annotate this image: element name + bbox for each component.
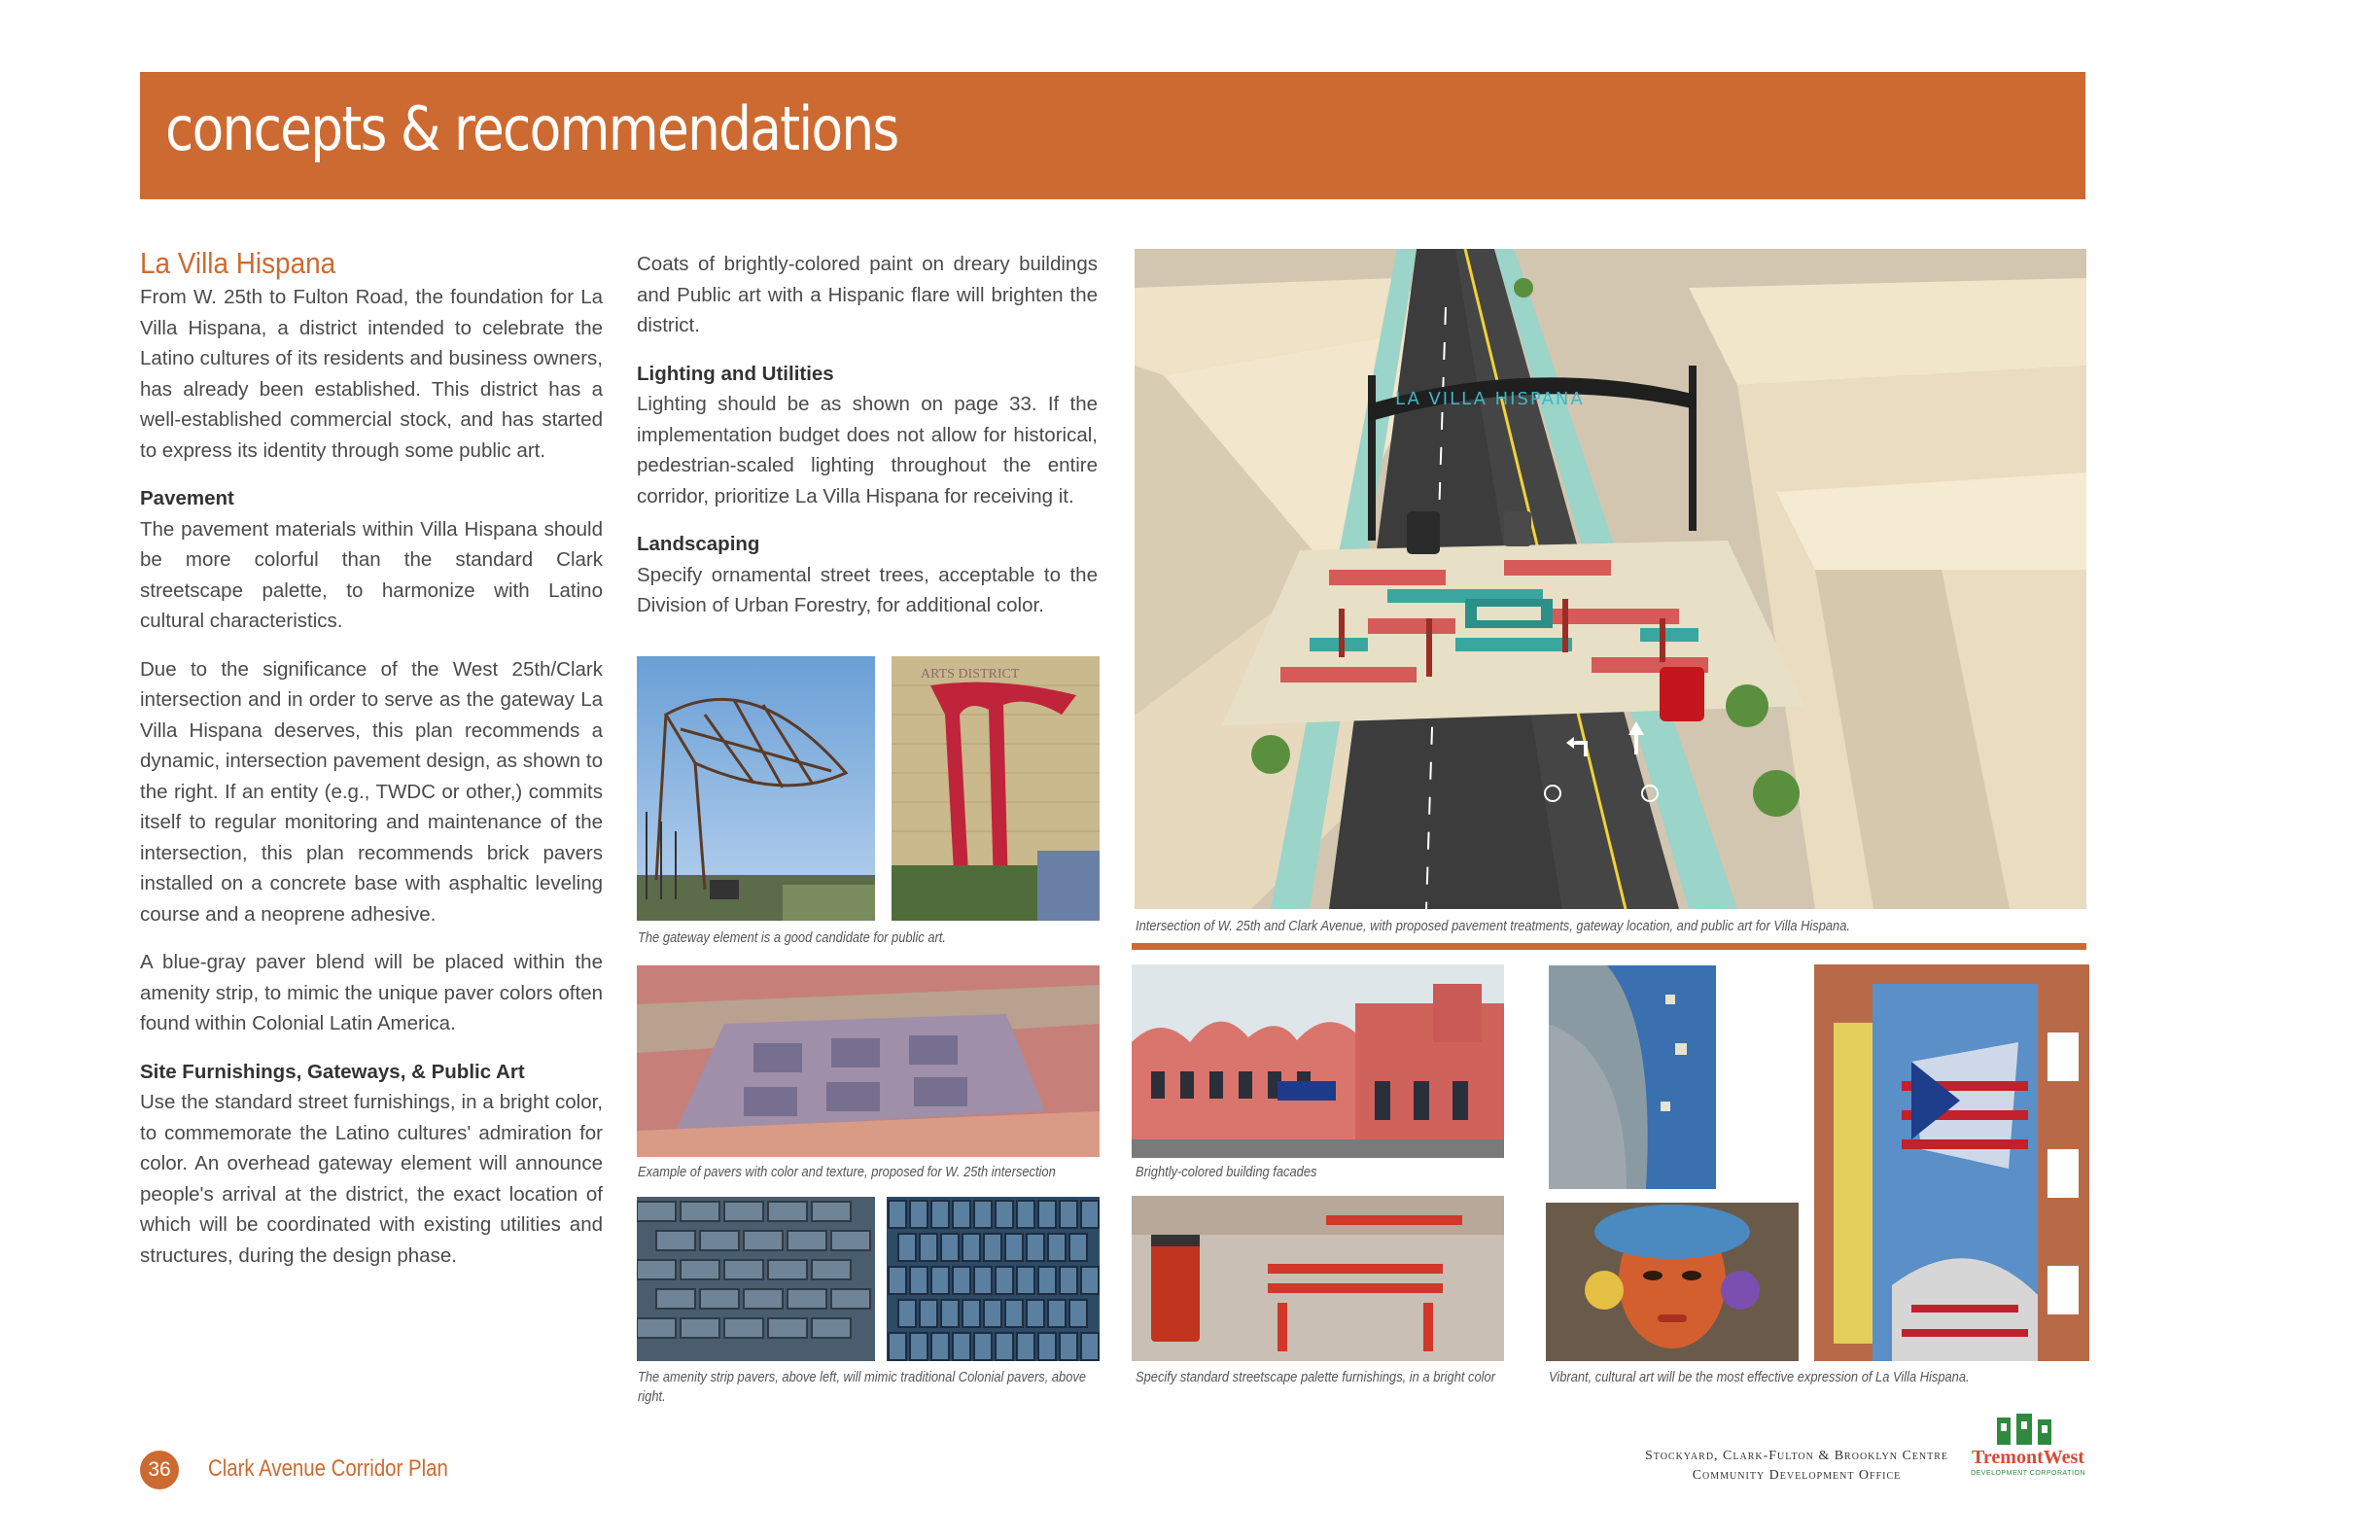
header-banner <box>140 72 2085 199</box>
pavement-heading: Pavement <box>140 487 234 509</box>
section-title: La Villa Hispana <box>140 246 336 280</box>
continued-paragraph: Coats of brightly-colored paint on dreary buildings and Public art with a Hispanic flare will brighten the district. <box>637 253 1098 336</box>
tremontwest-logo <box>1968 1412 2088 1488</box>
logo-subtitle: DEVELOPMENT CORPORATION <box>1971 1470 2085 1477</box>
logo-name: TremontWest <box>1972 1447 2084 1468</box>
landscaping-paragraph: Specify ornamental street trees, acceptable to the Division of Urban Forestry, for additional color. <box>637 563 1098 616</box>
site-furnishings-paragraph: Use the standard street furnishings, in a bright color, to commemorate the Latino cultures' admiration for color. An overhead gateway element will announce people's arrival at the district, the exact location of which will be coordinated with existing utilities and structures, during the design phase. <box>140 1091 603 1267</box>
pavers-caption: Example of pavers with color and texture, proposed for W. 25th intersection <box>638 1164 1056 1180</box>
arts-district-sculpture-photo <box>892 656 1100 921</box>
site-furnishings-heading: Site Furnishings, Gateways, & Public Art <box>140 1060 525 1083</box>
page-title: concepts & recommendations <box>165 93 898 164</box>
mosaic-face-photo <box>1546 1203 1799 1361</box>
arts-district-sign: ARTS DISTRICT <box>921 667 1020 682</box>
gateway-caption: The gateway element is a good candidate for public art. <box>638 929 946 946</box>
middle-column <box>637 249 1098 639</box>
left-column <box>140 245 603 1288</box>
gateway-sculpture-photo <box>637 656 875 921</box>
building-facades-photo <box>1132 964 1504 1158</box>
pavement-paragraph-3: A blue-gray paver blend will be placed within the amenity strip, to mimic the unique paver colors often found within Colonial Latin America. <box>140 951 603 1034</box>
art-caption: Vibrant, cultural art will be the most effective expression of La Villa Hispana. <box>1549 1369 1970 1385</box>
mosaic-wall-photo <box>1549 965 1716 1189</box>
intersection-rendering <box>1135 249 2086 909</box>
office-name <box>1631 1447 1962 1486</box>
furnishings-caption: Specify standard streetscape palette furnishings, in a bright color <box>1136 1369 1496 1385</box>
blue-gray-pavers-photo <box>637 1197 875 1361</box>
flag-mural-photo <box>1814 964 2089 1361</box>
colored-pavers-photo <box>637 965 1100 1157</box>
pavement-paragraph-2: Due to the significance of the West 25th/Clark intersection and in order to serve as the gateway La Villa Hispana deserves, this plan recommends a dynamic, intersection pavement design, as shown to the right. If an entity (e.g., TWDC or other,) commits itself to regular monitoring and maintenance of the intersection, this plan recommends brick pavers installed on a concrete base with asphaltic leveling course and a neoprene adhesive. <box>140 657 603 926</box>
logo-graphic-icon <box>1968 1412 2088 1447</box>
amenity-caption: The amenity strip pavers, above left, will mimic traditional Colonial pavers, above right. <box>638 1369 1087 1405</box>
street-furnishings-photo <box>1132 1196 1504 1361</box>
orange-divider <box>1132 943 2086 950</box>
lighting-heading: Lighting and Utilities <box>637 362 834 385</box>
office-line-2: Community Development Office <box>1692 1468 1902 1483</box>
plan-title: Clark Avenue Corridor Plan <box>208 1455 448 1482</box>
lighting-paragraph: Lighting should be as shown on page 33. If the implementation budget does not allow for historical, pedestrian-scaled lighting throughout the entire corridor, prioritize La Villa Hispana for receiving it. <box>637 393 1098 508</box>
gateway-sign: LA VILLA HISPANA <box>1395 389 1585 409</box>
intro-paragraph: From W. 25th to Fulton Road, the foundation for La Villa Hispana, a district intended to celebrate the Latino cultures of its residents and business owners, has already been established. This district has a well-established commercial stock, and has started to express its identity through some public art. <box>140 286 603 462</box>
facades-caption: Brightly-colored building facades <box>1136 1164 1317 1180</box>
landscaping-heading: Landscaping <box>637 533 760 555</box>
page-number: 36 <box>140 1451 179 1489</box>
pavement-paragraph-1: The pavement materials within Villa Hispana should be more colorful than the standard Clark streetscape palette, to harmonize with Latino cultural characteristics. <box>140 517 603 632</box>
rendering-caption: Intersection of W. 25th and Clark Avenue, with proposed pavement treatments, gateway location, and public art for Villa Hispana. <box>1136 918 1851 934</box>
office-line-1: Stockyard, Clark-Fulton & Brooklyn Centre <box>1644 1449 1948 1463</box>
colonial-pavers-photo <box>887 1197 1100 1361</box>
